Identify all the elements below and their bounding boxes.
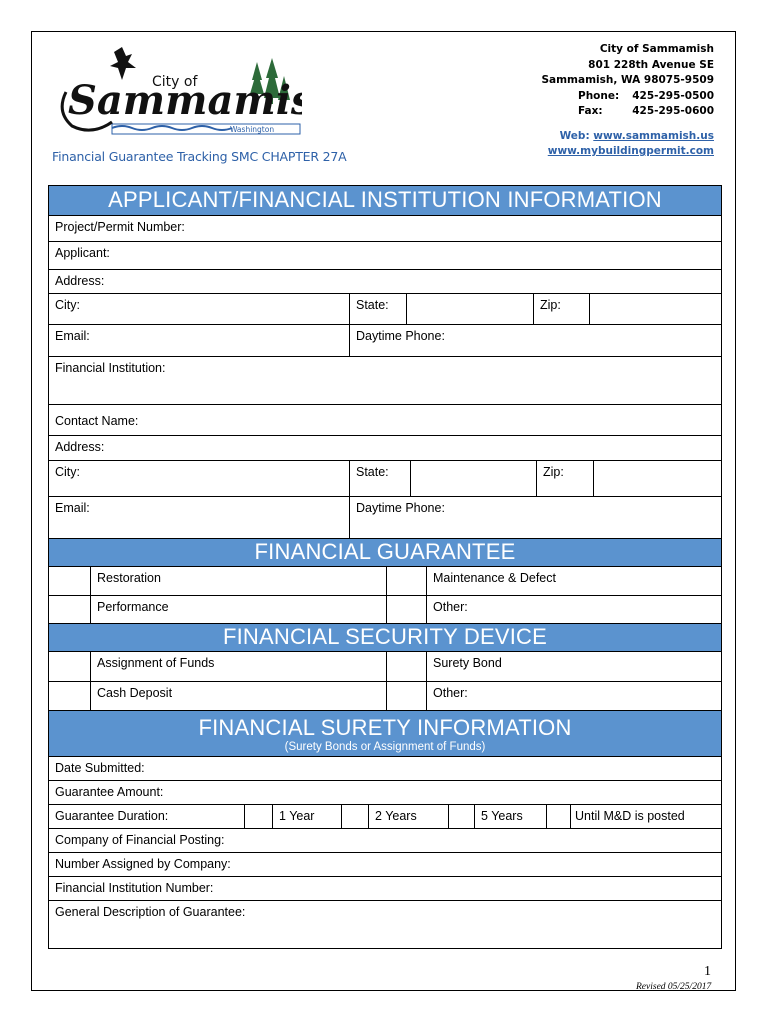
page-number: 1 (704, 964, 711, 979)
one-year-checkbox[interactable] (244, 805, 272, 828)
one-year-label: 1 Year (272, 805, 341, 828)
field-row (48, 877, 722, 901)
assignment-checkbox[interactable] (49, 652, 90, 681)
revised-date: Revised 05/25/2017 (636, 982, 712, 992)
number-assigned-field[interactable]: Number Assigned by Company: (55, 857, 231, 871)
institution-address-field[interactable]: Address: (55, 440, 105, 454)
field-row (48, 294, 722, 325)
assignment-label: Assignment of Funds (90, 652, 386, 681)
city-logo (52, 42, 302, 137)
field-row (48, 829, 722, 853)
company-posting-field[interactable]: Company of Financial Posting: (55, 833, 225, 847)
institution-daytime-phone-field[interactable]: Daytime Phone: (349, 497, 721, 538)
security-other-checkbox[interactable] (386, 682, 426, 710)
website-link[interactable]: www.sammamish.us (593, 129, 714, 142)
permit-website-link[interactable]: www.mybuildingpermit.com (547, 145, 714, 157)
guarantee-other-field[interactable]: Other: (426, 596, 721, 623)
section-header-surety: FINANCIAL SURETY INFORMATION (Surety Bonds or Assignment of Funds) (48, 711, 722, 757)
section-subtitle: (Surety Bonds or Assignment of Funds) (284, 741, 486, 753)
permit-number-field[interactable]: Project/Permit Number: (55, 220, 185, 234)
security-other-field[interactable]: Other: (426, 682, 721, 710)
field-row (48, 497, 722, 539)
daytime-phone-field[interactable]: Daytime Phone: (349, 325, 721, 356)
field-row (48, 270, 722, 294)
two-years-label: 2 Years (368, 805, 448, 828)
address-field[interactable]: Address: (55, 274, 105, 288)
field-row (48, 405, 722, 436)
email-field[interactable]: Email: (55, 329, 90, 343)
contact-name-field[interactable]: Contact Name: (55, 414, 139, 428)
section-header-applicant: APPLICANT/FINANCIAL INSTITUTION INFORMATION (48, 185, 722, 216)
maintenance-checkbox[interactable] (386, 567, 426, 595)
five-years-label: 5 Years (474, 805, 546, 828)
restoration-checkbox[interactable] (49, 567, 90, 595)
option-row (48, 652, 722, 682)
city-field[interactable]: City: (55, 298, 80, 312)
two-years-checkbox[interactable] (341, 805, 368, 828)
guarantee-duration-label: Guarantee Duration: (55, 809, 169, 823)
guarantee-other-checkbox[interactable] (386, 596, 426, 623)
field-row (48, 357, 722, 405)
until-md-label: Until M&D is posted (570, 805, 721, 828)
eagle-icon (110, 47, 136, 80)
zip-label: Zip: (533, 294, 589, 324)
logo-wordmark: Sammami (68, 77, 291, 124)
restoration-label: Restoration (90, 567, 386, 595)
financial-institution-field[interactable]: Financial Institution: (55, 361, 166, 375)
section-header-security: FINANCIAL SECURITY DEVICE (48, 624, 722, 652)
city-name: City of Sammamish (599, 43, 714, 55)
surety-bond-checkbox[interactable] (386, 652, 426, 681)
fax-number: 425-295-0600 (632, 105, 714, 117)
guarantee-form (48, 185, 722, 949)
institution-zip-field[interactable] (593, 461, 721, 496)
institution-number-field[interactable]: Financial Institution Number: (55, 881, 214, 895)
contact-block (541, 42, 714, 160)
guarantee-amount-field[interactable]: Guarantee Amount: (55, 785, 164, 799)
performance-label: Performance (90, 596, 386, 623)
applicant-field[interactable]: Applicant: (55, 246, 110, 260)
section-header-guarantee: FINANCIAL GUARANTEE (48, 539, 722, 567)
field-row (48, 216, 722, 242)
svg-text:Washington: Washington (230, 125, 275, 134)
cash-deposit-checkbox[interactable] (49, 682, 90, 710)
institution-state-label: State: (349, 461, 410, 496)
web-label: Web: (559, 129, 590, 142)
maintenance-label: Maintenance & Defect (426, 567, 721, 595)
performance-checkbox[interactable] (49, 596, 90, 623)
phone-number: 425-295-0500 (632, 89, 714, 102)
cash-deposit-label: Cash Deposit (90, 682, 386, 710)
option-row (48, 567, 722, 596)
state-label: State: (349, 294, 406, 324)
fax-label: Fax: (578, 105, 603, 117)
field-row (48, 242, 722, 270)
five-years-checkbox[interactable] (448, 805, 474, 828)
option-row (48, 596, 722, 624)
institution-state-field[interactable] (410, 461, 536, 496)
institution-zip-label: Zip: (536, 461, 593, 496)
surety-bond-label: Surety Bond (426, 652, 721, 681)
date-submitted-field[interactable]: Date Submitted: (55, 761, 145, 775)
field-row (48, 757, 722, 781)
svg-text:City of: City of (152, 74, 198, 90)
institution-city-field[interactable]: City: (55, 465, 80, 479)
institution-email-field[interactable]: Email: (55, 501, 90, 515)
option-row (48, 682, 722, 711)
address-line: 801 228th Avenue SE (588, 58, 714, 71)
phone-label: Phone: (578, 89, 620, 102)
address-line: Sammamish, WA 98075-9509 (541, 74, 714, 86)
field-row (48, 853, 722, 877)
field-row (48, 325, 722, 357)
state-field[interactable] (406, 294, 533, 324)
until-md-checkbox[interactable] (546, 805, 570, 828)
field-row (48, 901, 722, 949)
document-title: Financial Guarantee Tracking SMC CHAPTER 27A (52, 149, 347, 164)
field-row (48, 461, 722, 497)
description-field[interactable]: General Description of Guarantee: (55, 905, 246, 919)
field-row (48, 436, 722, 461)
field-row (48, 805, 722, 829)
zip-field[interactable] (589, 294, 721, 324)
field-row (48, 781, 722, 805)
